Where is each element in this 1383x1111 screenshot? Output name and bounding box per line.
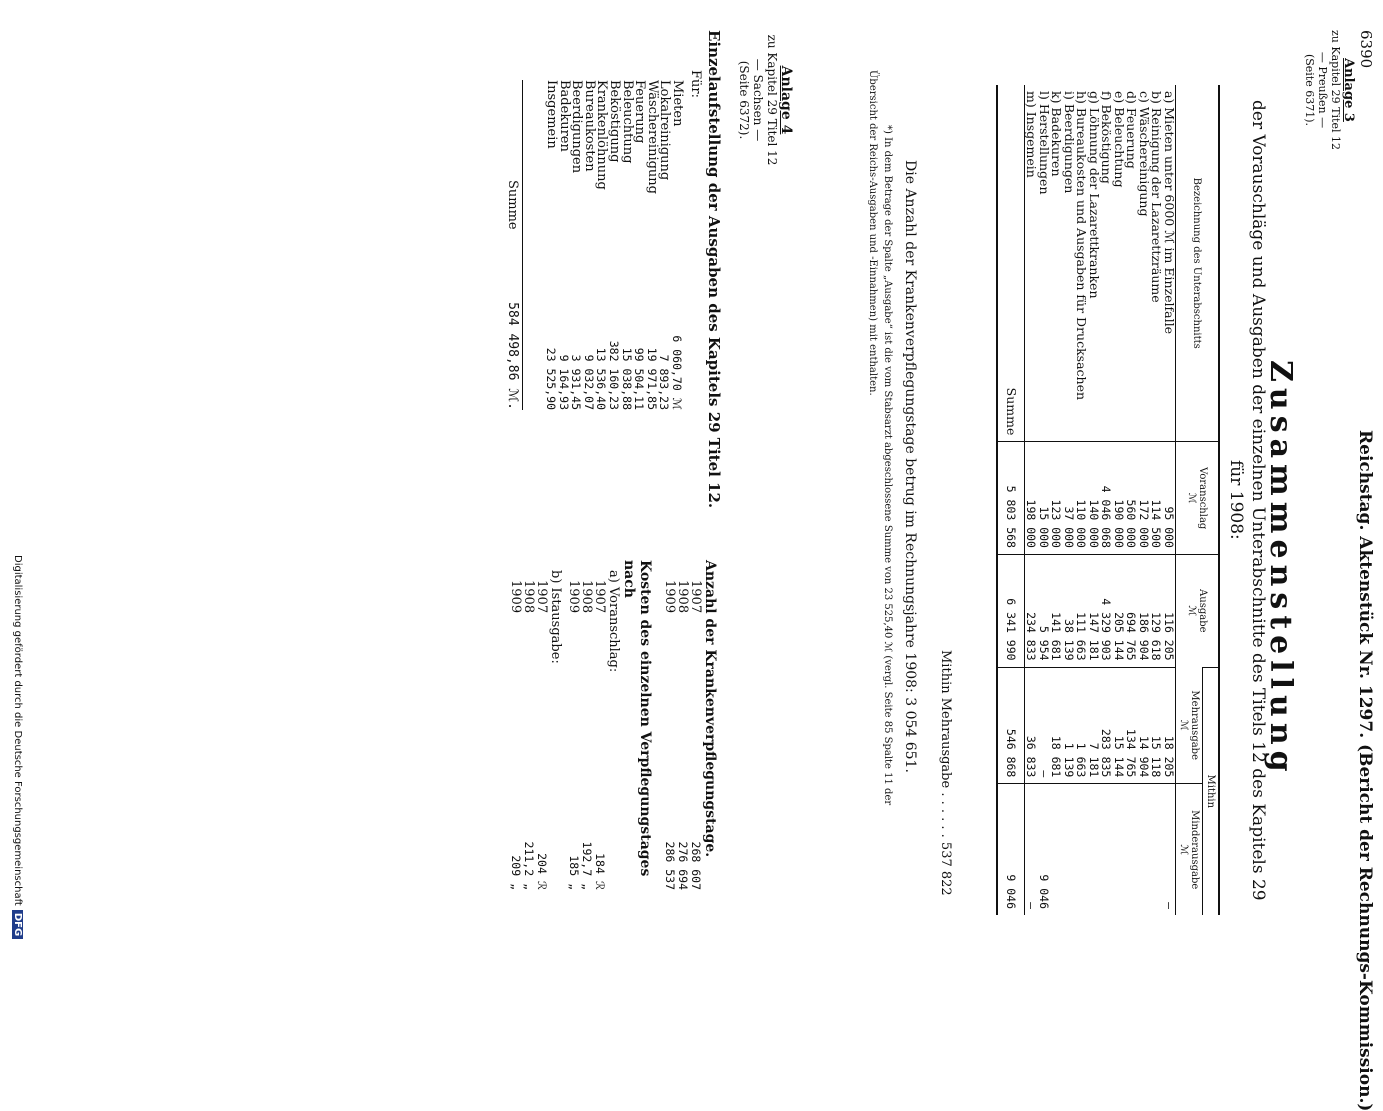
section-subtitle: der Vorauschläge und Ausgaben der einzelnen Unterabschnitte des Titels 12 des Kapitels 29 bbox=[1248, 100, 1268, 901]
list-item-value: 185 „ bbox=[567, 855, 581, 890]
cell-v: 15 000 bbox=[1038, 442, 1051, 555]
mithin-mehrausgabe: Mithin Mehrausgabe . . . . . . 537 822 bbox=[938, 650, 953, 896]
summary-table bbox=[996, 85, 1220, 915]
col-header-voranschlag: Voranschlag ℳ bbox=[1176, 442, 1219, 555]
list-item-value: 23 525,90 bbox=[544, 347, 559, 410]
list-item bbox=[522, 560, 535, 890]
sum-cell: 5 803 568 bbox=[998, 442, 1025, 555]
list-item-value: 184 ℛ bbox=[593, 853, 607, 890]
cell-n: 9 046 bbox=[1038, 784, 1051, 915]
sum-cell: 9 046 bbox=[998, 784, 1025, 915]
list-item bbox=[509, 560, 522, 890]
cell-n: — bbox=[1163, 784, 1176, 915]
list-item-value: 209 „ bbox=[509, 855, 523, 890]
dfg-logo: DFG bbox=[12, 910, 23, 939]
footnote-line-1: *) In dem Betrage der Spalte „Ausgabe“ ist die vom Stabsarzt abgeschlossene Summe von 23 525,40 ℳ (vergl. Seite 85 Spalte 11 der bbox=[882, 125, 893, 806]
cell-n bbox=[1050, 784, 1063, 915]
list-item bbox=[582, 80, 595, 410]
cell-a: 205 144 bbox=[1113, 554, 1126, 667]
einzelaufstellung-list bbox=[544, 80, 683, 410]
kosten-title: Kosten des einzelnen Verpflegungstages nach bbox=[621, 560, 653, 877]
list-item-label: Bureaukosten bbox=[581, 80, 597, 172]
col-header-mehr: Mehrausgabe ℳ bbox=[1176, 667, 1203, 784]
cell-v: 190 000 bbox=[1113, 442, 1126, 555]
list-item bbox=[567, 560, 580, 890]
cell-a: 5 954 bbox=[1038, 554, 1051, 667]
list-item-value: 6 060,70 ℳ bbox=[670, 335, 684, 410]
list-item-value: 204 ℛ bbox=[535, 853, 549, 890]
list-item-value: 19 971,85 bbox=[644, 347, 659, 410]
einzelaufstellung-title: Einzelaufstellung der Ausgaben des Kapitels 29 Titel 12. bbox=[705, 30, 723, 509]
list-item bbox=[593, 560, 606, 890]
table-row bbox=[1138, 85, 1151, 915]
list-item-label: 1908 bbox=[521, 580, 536, 614]
cell-m: — bbox=[1038, 667, 1051, 784]
section-title: Zusammenstellung bbox=[1263, 360, 1298, 778]
table-row bbox=[1088, 85, 1101, 915]
list-item bbox=[689, 560, 702, 890]
cell-v: 198 000 bbox=[1025, 442, 1038, 555]
cell-v: 172 000 bbox=[1138, 442, 1151, 555]
cell-label: k) Badekuren bbox=[1049, 91, 1065, 177]
list-item-value: 15 038,88 bbox=[619, 347, 634, 410]
cell-a: 4 329 903 bbox=[1100, 554, 1113, 667]
einzelaufstellung-sum: Summe 584 498,86 ℳ. bbox=[504, 80, 523, 410]
cell-m: 15 144 bbox=[1113, 667, 1126, 784]
list-item-label: Badekuren bbox=[556, 80, 572, 152]
list-item bbox=[607, 80, 623, 410]
cell-v: 37 000 bbox=[1063, 442, 1076, 555]
list-item-value: 9 164,93 bbox=[556, 354, 571, 410]
sum-cell: Summe bbox=[998, 85, 1025, 442]
list-item-label: 1909 bbox=[508, 580, 523, 614]
fuer-label: Für: bbox=[688, 70, 703, 98]
list-item-label: 1907 bbox=[688, 580, 703, 614]
list-item-value: 13 536,40 bbox=[594, 347, 609, 410]
list-item bbox=[544, 80, 560, 410]
list-item bbox=[670, 80, 683, 410]
cell-m: 14 904 bbox=[1138, 667, 1151, 784]
list-item-label: Mieten bbox=[670, 80, 685, 127]
list-item bbox=[645, 80, 658, 410]
list-item bbox=[676, 560, 689, 890]
list-item-label: 1907 bbox=[534, 580, 549, 614]
list-item bbox=[580, 560, 593, 890]
anlage-3-label: Anlage 3 zu Kapitel 29 Titel 12 — Preußen — (Seite 6371). bbox=[1303, 30, 1356, 150]
list-item-label: Krankenlöhnung bbox=[594, 80, 610, 190]
cell-label: h) Bureaukosten und Ausgaben für Drucksachen bbox=[1074, 91, 1090, 401]
cell-a: 129 618 bbox=[1150, 554, 1163, 667]
cell-a: 186 904 bbox=[1138, 554, 1151, 667]
anzahl-block bbox=[663, 560, 718, 890]
cell-n bbox=[1113, 784, 1126, 915]
list-item-value: 286 537 bbox=[663, 841, 677, 890]
cell-a: 141 681 bbox=[1050, 554, 1063, 667]
cell-label: i) Beerdigungen bbox=[1062, 91, 1077, 194]
list-item-label: Lokalreinigung bbox=[657, 80, 673, 181]
list-item-label: 1909 bbox=[662, 580, 677, 614]
cell-label: f) Beköstigung bbox=[1099, 91, 1115, 184]
sum-cell: 546 868 bbox=[998, 667, 1025, 784]
dfg-footer: Digitalisierung gefördert durch die Deutsche ForschungsgemeinschaftDFG bbox=[12, 555, 23, 939]
cell-n bbox=[1125, 784, 1138, 915]
cell-v: 560 000 bbox=[1125, 442, 1138, 555]
list-item bbox=[663, 560, 676, 890]
cell-m: 134 765 bbox=[1125, 667, 1138, 784]
list-item-label: 1908 bbox=[579, 580, 594, 614]
list-item-value: 382 160,23 bbox=[607, 340, 622, 410]
cell-label: m) Insgemein bbox=[1024, 91, 1040, 178]
cell-m: 1 663 bbox=[1075, 667, 1088, 784]
cell-m: 1 139 bbox=[1063, 667, 1076, 784]
cell-a: 234 833 bbox=[1025, 554, 1038, 667]
table-row bbox=[1050, 85, 1063, 915]
cell-n bbox=[1150, 784, 1163, 915]
cell-a: 38 139 bbox=[1063, 554, 1076, 667]
list-item-value: 7 893,23 bbox=[657, 354, 672, 410]
running-header: Reichstag. Aktenstück Nr. 1297. (Bericht der Rechnungs-Kommission.) bbox=[1355, 430, 1375, 1111]
list-item-label: Wäschereinigung bbox=[644, 80, 660, 194]
cell-m: 36 833 bbox=[1025, 667, 1038, 784]
list-item-label: 1907 bbox=[592, 580, 607, 614]
list-item-value: 9 032,07 bbox=[581, 354, 596, 410]
table-row bbox=[1125, 85, 1138, 915]
sum-cell: 6 341 990 bbox=[998, 554, 1025, 667]
cell-m: 7 181 bbox=[1088, 667, 1101, 784]
cell-label: g) Löhnung der Lazarettkranken bbox=[1087, 91, 1102, 299]
voranschlag-title: a) Voranschlag: bbox=[606, 570, 621, 673]
cell-n bbox=[1088, 784, 1101, 915]
anzahl-title: Anzahl der Krankenverpflegungstage. bbox=[702, 560, 718, 858]
cell-a: 116 205 bbox=[1163, 554, 1176, 667]
list-item-label: Beerdigungen bbox=[569, 80, 585, 174]
sum-row bbox=[998, 85, 1025, 915]
cell-m: 18 205 bbox=[1163, 667, 1176, 784]
cell-n bbox=[1100, 784, 1113, 915]
table-row bbox=[1075, 85, 1088, 915]
list-item-value: 99 504,11 bbox=[632, 347, 647, 410]
list-item-value: 3 931,45 bbox=[569, 354, 584, 410]
list-item-value: 276 694 bbox=[676, 841, 690, 890]
table-row bbox=[1163, 85, 1176, 915]
list-item-label: 1908 bbox=[675, 580, 690, 614]
table-row bbox=[1063, 85, 1076, 915]
list-item-value: 211,2 „ bbox=[522, 841, 536, 890]
cell-a: 111 663 bbox=[1075, 554, 1088, 667]
cell-m: 15 118 bbox=[1150, 667, 1163, 784]
col-header-mithin: Mithin bbox=[1203, 667, 1219, 915]
list-item-label: Beköstigung bbox=[607, 80, 623, 163]
table-row bbox=[1025, 85, 1038, 915]
cell-label: e) Beleuchtung bbox=[1112, 91, 1127, 188]
cell-label: c) Wäschereinigung bbox=[1137, 91, 1152, 217]
cell-v: 114 500 bbox=[1150, 442, 1163, 555]
col-header-minder: Minderausgabe ℳ bbox=[1176, 784, 1203, 915]
cell-v: 140 000 bbox=[1088, 442, 1101, 555]
col-header-ausgabe: Ausgabe ℳ bbox=[1176, 554, 1219, 667]
cell-label: l) Herstellungen bbox=[1037, 91, 1052, 195]
page-number: 6390 bbox=[1357, 30, 1375, 69]
cell-label: a) Mieten unter 6000 ℳ im Einzelfalle bbox=[1162, 91, 1177, 334]
list-item-label: Feuerung bbox=[632, 80, 648, 144]
table-row bbox=[1113, 85, 1126, 915]
cell-n bbox=[1138, 784, 1151, 915]
cell-v: 123 000 bbox=[1050, 442, 1063, 555]
cell-n: — bbox=[1025, 784, 1038, 915]
section-subtitle-year: für 1908: bbox=[1226, 460, 1246, 540]
col-header-label: Bezeichnung des Unterabschnitts bbox=[1176, 85, 1219, 442]
cell-n bbox=[1075, 784, 1088, 915]
list-item-value: 268 607 bbox=[689, 841, 703, 890]
cell-v: 110 000 bbox=[1075, 442, 1088, 555]
cell-a: 147 181 bbox=[1088, 554, 1101, 667]
cell-label: d) Feuerung bbox=[1124, 91, 1140, 169]
list-item-value: 192,7 „ bbox=[580, 841, 594, 890]
note-verpflegungstage: Die Anzahl der Krankenverpflegungstage betrug im Rechnungsjahre 1908: 3 054 651. bbox=[902, 160, 918, 773]
cell-v: 95 000 bbox=[1163, 442, 1176, 555]
anlage-4-label: Anlage 4 zu Kapitel 29 Titel 12 — Sachsen — (Seite 6372). bbox=[737, 34, 794, 166]
cell-m: 283 835 bbox=[1100, 667, 1113, 784]
cell-a: 694 765 bbox=[1125, 554, 1138, 667]
kosten-block bbox=[509, 560, 653, 890]
ist-title: b) Istausgabe: bbox=[548, 570, 563, 664]
cell-v: 4 046 068 bbox=[1100, 442, 1113, 555]
cell-label: b) Reinigung der Lazarettzräume bbox=[1149, 91, 1165, 303]
footnote-line-2: Übersicht der Reichs-Ausgaben und -Einnahmen) mit enthalten. bbox=[867, 70, 878, 396]
list-item-label: Insgemein bbox=[544, 80, 560, 149]
list-item-label: 1909 bbox=[566, 580, 581, 614]
cell-n bbox=[1063, 784, 1076, 915]
list-item bbox=[535, 560, 548, 890]
list-item-label: Beleuchtung bbox=[619, 80, 635, 164]
cell-m: 18 681 bbox=[1050, 667, 1063, 784]
table-row bbox=[1038, 85, 1051, 915]
